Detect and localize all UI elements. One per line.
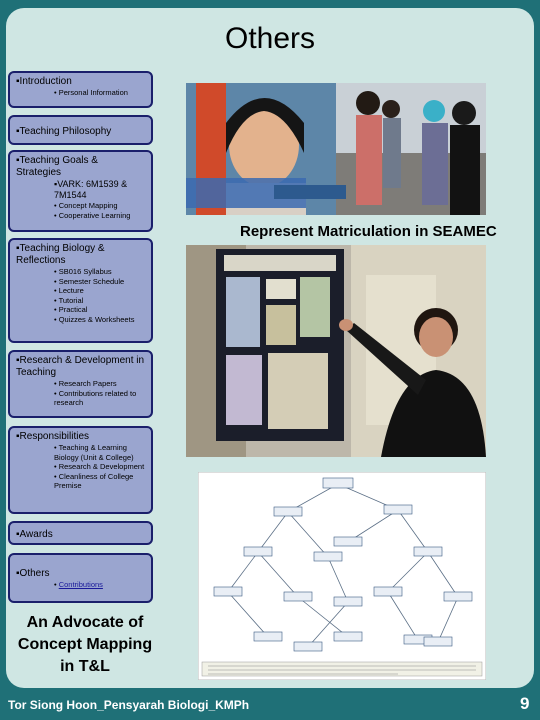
menu-teaching-goals[interactable] <box>8 150 153 232</box>
menu-item-semester-schedule[interactable]: • Semester Schedule <box>54 276 125 286</box>
menu-research[interactable] <box>8 350 153 418</box>
slide-title: Others <box>224 22 316 55</box>
menu-item-personal-information[interactable]: • Personal Information <box>54 88 128 97</box>
footer-author: Tor Siong Hoon_Pensyarah Biologi_KMPh <box>8 698 250 712</box>
menu-item-lecture[interactable]: • Lecture <box>54 286 84 295</box>
menu-awards-label: ▪Awards <box>16 529 53 540</box>
menu-item-contributions[interactable]: • Contributions <box>54 580 103 589</box>
seamec-caption: Represent Matriculation in SEAMEC <box>240 223 497 240</box>
menu-awards[interactable] <box>8 521 153 545</box>
menu-teaching-philosophy-label: ▪Teaching Philosophy <box>16 126 112 137</box>
menu-item-syllabus[interactable]: • SB016 Syllabus <box>54 267 112 276</box>
menu-item-tutorial[interactable]: • Tutorial <box>54 295 84 305</box>
menu-introduction[interactable] <box>8 71 153 108</box>
menu-item-concept-mapping[interactable]: • Concept Mapping <box>54 201 118 210</box>
menu-item-quizzes[interactable]: • Quizzes & Worksheets <box>54 314 135 324</box>
menu-item-vark[interactable]: ▪VARK: 6M1539 & 7M1544 <box>54 179 128 200</box>
page-number: 9 <box>520 694 530 713</box>
menu-teaching-biology-label: ▪Teaching Biology & Reflections <box>16 243 105 266</box>
menu-research-label: ▪Research & Development in Teaching <box>16 355 145 378</box>
menu-item-teaching-learning[interactable]: • Teaching & Learning Biology (Unit & College) <box>54 443 134 462</box>
advocate-caption: An Advocate of Concept Mapping in T&L <box>17 614 153 675</box>
menu-introduction-label: ▪Introduction <box>16 76 72 87</box>
seamec-photo <box>186 83 486 215</box>
menu-item-cooperative-learning[interactable]: • Cooperative Learning <box>54 210 131 220</box>
menu-others[interactable] <box>8 553 153 603</box>
menu-item-cleanliness[interactable]: • Cleanliness of College Premise <box>54 471 134 490</box>
menu-item-r-and-d[interactable]: • Research & Development <box>54 462 145 471</box>
menu-responsibilities-label: ▪Responsibilities <box>16 431 90 442</box>
menu-responsibilities[interactable] <box>8 426 153 514</box>
menu-teaching-philosophy[interactable] <box>8 115 153 145</box>
menu-item-research-contributions[interactable]: • Contributions related to research <box>54 388 137 407</box>
concept-map-presentation-photo <box>186 245 486 457</box>
menu-teaching-biology[interactable] <box>8 238 153 343</box>
concept-map-image <box>198 472 486 680</box>
menu-item-research-papers[interactable]: • Research Papers <box>54 379 117 388</box>
menu-item-practical[interactable]: • Practical <box>54 305 88 314</box>
menu-teaching-goals-label: ▪Teaching Goals & Strategies <box>16 155 98 178</box>
menu-others-label: ▪Others <box>16 568 50 579</box>
